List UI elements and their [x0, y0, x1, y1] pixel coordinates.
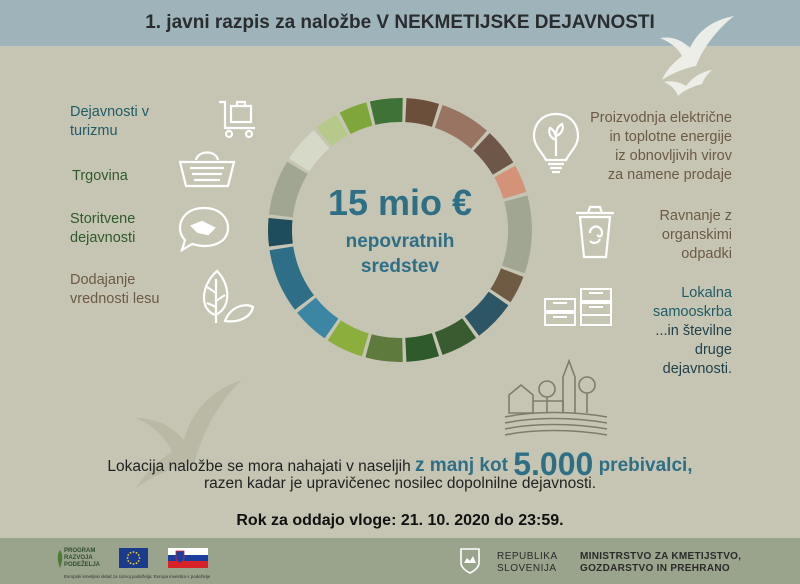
prp-logo-text: [64, 548, 100, 569]
eu-star: [133, 551, 135, 553]
donut-segment: [328, 320, 369, 356]
label-les: Dodajanje vrednosti lesu: [70, 272, 160, 307]
swallow-icon: [652, 10, 740, 100]
wood-leaf-icon: [195, 265, 257, 327]
republic-name: [497, 551, 558, 575]
eu-star: [130, 552, 132, 554]
donut-segment: [297, 298, 338, 339]
location-exception: razen kadar je upravičenec nosilec dopolnilne dejavnosti.: [203, 475, 597, 492]
location-text-2: z manj kot: [415, 455, 514, 476]
eu-star: [138, 560, 140, 562]
shopping-trolley-icon: [215, 96, 261, 142]
donut-segment: [405, 333, 439, 362]
donut-segment: [370, 98, 403, 125]
handshake-speech-icon: [176, 204, 232, 254]
label-trgovina: Trgovina: [72, 168, 128, 184]
prp-line-3: PODEŽELJA: [64, 562, 101, 568]
ministry-line-2: GOZDARSTVO IN PREHRANO: [580, 563, 730, 574]
recycle-bin-icon: [572, 203, 618, 261]
label-storitvene: Storitvene dejavnosti: [70, 211, 136, 246]
eu-star: [136, 562, 138, 564]
ministry-name: [580, 551, 741, 575]
deadline-text: Rok za oddajo vloge: 21. 10. 2020 do 23:59.: [236, 512, 564, 529]
prp-line-2: RAZVOJA: [64, 555, 93, 561]
republic-crest-icon: [459, 547, 481, 575]
grant-line-2: sredstev: [360, 256, 440, 277]
label-odpadki: Ravnanje z organskimi odpadki: [659, 208, 732, 262]
eu-star: [136, 552, 138, 554]
republic-line-1: REPUBLIKA: [497, 551, 558, 562]
village-icon: [503, 355, 609, 439]
republic-line-2: SLOVENIJA: [497, 563, 557, 574]
label-samooskrba: Lokalna samooskrba: [653, 285, 732, 320]
eu-star: [127, 560, 129, 562]
eu-fund-note: Evropski kmetijski sklad za razvoj podeželja: Evropa investira v podeželje: [64, 574, 211, 579]
grant-label: [300, 229, 500, 279]
slovenia-flag-icon: [168, 548, 208, 568]
donut-segment: [289, 130, 329, 171]
prp-logo-icon: [56, 548, 64, 570]
donut-segment: [502, 195, 532, 273]
page-title: 1. javni razpis za naložbe V NEKMETIJSKE DEJAVNOSTI: [145, 12, 655, 33]
ministry-line-1: MINISTRSTVO ZA KMETIJSTVO,: [580, 551, 742, 562]
label-turizem: Dejavnosti v turizmu: [70, 104, 149, 139]
label-druge: ...in številne druge dejavnosti.: [655, 323, 732, 377]
population-number: 5.000: [513, 446, 594, 482]
eu-star: [127, 554, 129, 556]
grant-line-1: nepovratnih: [345, 231, 455, 252]
donut-segment: [405, 98, 439, 127]
amount-label: 15 mio €: [327, 182, 473, 223]
eu-star: [127, 557, 129, 559]
label-energija: Proizvodnja električne in toplotne energije iz obnovljivih virov za namene prodaje: [590, 110, 732, 183]
donut-segment: [365, 334, 402, 362]
eu-flag-icon: [119, 548, 148, 568]
eu-star: [138, 554, 140, 556]
eu-star: [130, 562, 132, 564]
donut-segment: [268, 218, 293, 247]
eu-star: [133, 563, 135, 565]
location-text-3: prebivalci,: [593, 455, 693, 476]
eu-star: [139, 557, 141, 559]
donut-segment: [473, 133, 513, 175]
donut-segment: [465, 292, 509, 336]
location-text-1: Lokacija naložbe se mora nahajati v naseljih: [107, 458, 416, 475]
donut-segment: [435, 105, 487, 149]
shopping-basket-icon: [176, 148, 238, 190]
prp-line-1: PROGRAM: [64, 548, 96, 554]
crates-icon: [541, 287, 615, 327]
donut-segment: [435, 318, 476, 355]
lightbulb-icon: [530, 110, 582, 176]
